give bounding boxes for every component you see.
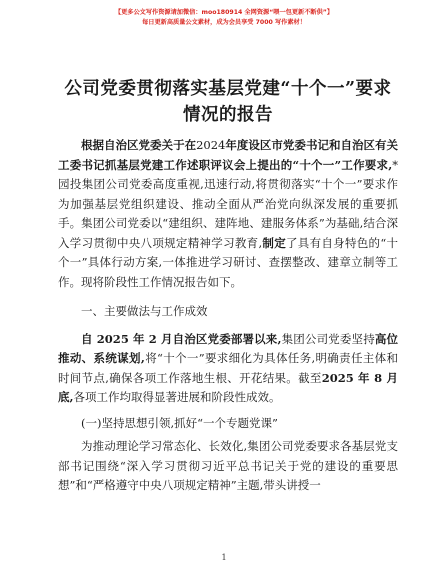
section1-text3: 各项工作均取得显著进展和阶段性成效。: [73, 390, 281, 404]
document-page: [58, 76, 398, 496]
subsection1-heading: (一)坚持思想引领,抓好“一个专题党课”: [81, 415, 278, 430]
intro-rest: *园投集团公司党委高度重视,迅速行动,将贯彻落实“十个一”要求作为加强基层党组织建设、推动全面从严治党向纵深发展的重要抓手。集团公司党委以“建组织、建阵地、建服务体系”为基础,结合深入学习贯彻中央八项规定精神学习教育,: [58, 157, 398, 250]
intro-year: 2024: [196, 138, 226, 152]
section1-bold2: 高位推动、系统谋划,: [58, 331, 398, 365]
promo-banner: [0, 8, 448, 28]
section1-bold1: 自 2025 年 2 月自治区党委部署以来,: [81, 331, 282, 346]
intro-paragraph: [58, 136, 398, 292]
section1-paragraph: [58, 330, 398, 408]
section1-bold3: 2025 年 8 月底,: [58, 370, 398, 404]
page-number: 1: [221, 553, 227, 562]
section1-text1: 集团公司党委坚持: [281, 331, 375, 346]
promo-banner-line2: 每日更新高质量公文素材，成为会员享受 7000 写作素材！: [142, 19, 306, 26]
section1-heading: 一、主要做法与工作成效: [81, 304, 208, 318]
section1-text2: 将“十个一”要求细化为具体任务,明确责任主体和时间节点,确保各项工作落地生根、开花结果。截至: [58, 351, 398, 385]
intro-bold-start: 根据自治区党委关于在: [81, 138, 197, 152]
intro-bold-mid: 制定: [262, 235, 286, 250]
promo-banner-line1: 【更多公文写作资源请加微信：moo180914 全网资源“喂一包更新不断供”】: [114, 9, 334, 16]
intro-tail: 了具有自身特色的“十个一”具体行动方案,一体推进学习研讨、查摆整改、建章立制等工作。现将阶段性工作情况报告如下。: [58, 235, 398, 289]
subsection1-paragraph: 为推动理论学习常态化、长效化,集团公司党委要求各基层党支部书记围绕“深入学习贯彻习近平总书记关于党的建设的重要思想”和“严格遵守中央八项规定精神”主题,带头讲授一: [58, 439, 398, 492]
document-title: 公司党委贯彻落实基层党建“十个一”要求情况的报告: [64, 79, 392, 125]
intro-mid: 年度设区市党委书记和自治区有关工委书记抓基层党建工作述职评议会上提出的“十个一”工作要求,: [58, 138, 399, 172]
